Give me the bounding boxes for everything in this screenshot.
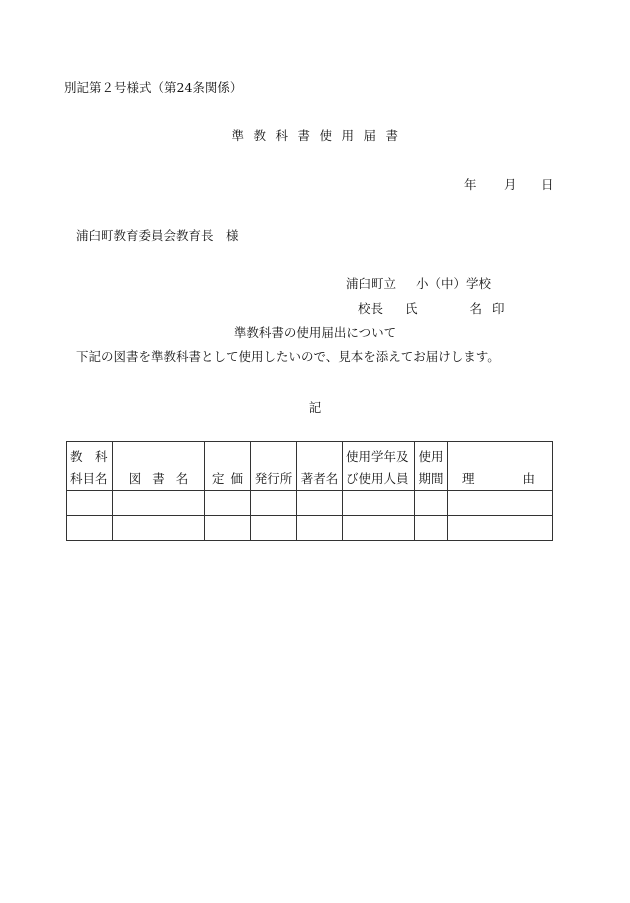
header-grade-line1: 使用学年及 [346,449,409,464]
document-title [0,128,630,144]
header-period [415,442,448,491]
table-cell[interactable] [251,491,297,516]
header-reason [448,442,553,491]
addressee: 浦臼町教育委員会教育長 様 [76,228,239,243]
name-label-second: 名 [469,301,483,316]
sender-school [346,276,491,292]
school-prefix: 浦臼町立 [346,276,397,291]
table-cell[interactable] [113,516,205,541]
document-title-text: 準教科書使用届書 [231,128,408,143]
table-cell[interactable] [448,516,553,541]
body-text: 下記の図書を準教科書として使用したいので、見本を添えてお届けします。 [76,349,500,364]
header-subject [67,442,113,491]
form-number: 別記第２号様式（第24条関係） [64,80,243,95]
header-subject-line2: 科目名 [70,471,108,486]
date-month-label: 月 [504,177,517,192]
table-cell[interactable] [343,491,415,516]
date-day-label: 日 [541,177,554,192]
table-row [67,516,553,541]
name-label-first: 氏 [405,301,418,316]
subject-line: 準教科書の使用届出について [233,325,397,340]
header-period-line2: 期間 [418,471,444,486]
table-cell[interactable] [343,516,415,541]
table-row [67,491,553,516]
table-cell[interactable] [205,516,251,541]
table-header-row [67,442,553,491]
header-publisher-text: 発行所 [254,471,293,486]
header-grade-line2: び使用人員 [346,471,409,486]
header-author-text: 著者名 [300,471,339,486]
table-cell[interactable] [205,491,251,516]
header-reason-char1: 理 [462,471,475,486]
header-period-line1: 使用 [418,449,444,464]
header-price [205,442,251,491]
table-cell[interactable] [415,491,448,516]
date-year-label: 年 [464,177,477,192]
table-cell[interactable] [67,491,113,516]
table-cell[interactable] [297,491,343,516]
table-cell[interactable] [113,491,205,516]
table-cell[interactable] [415,516,448,541]
header-author [297,442,343,491]
header-price-text: 定価 [211,471,249,486]
sender-principal [358,301,505,317]
table-cell[interactable] [251,516,297,541]
header-book-name [113,442,205,491]
header-book-name-text: 図書名 [128,471,200,486]
header-publisher [251,442,297,491]
header-grade [343,442,415,491]
seal-label: 印 [492,301,505,316]
table-cell[interactable] [448,491,553,516]
table-cell[interactable] [67,516,113,541]
header-reason-char2: 由 [522,471,536,486]
school-suffix: 小（中）学校 [416,276,492,291]
header-subject-line1: 教 科 [70,449,108,464]
principal-label: 校長 [358,301,384,316]
table-cell[interactable] [297,516,343,541]
usage-table [66,441,553,541]
ki-heading: 記 [308,400,322,415]
